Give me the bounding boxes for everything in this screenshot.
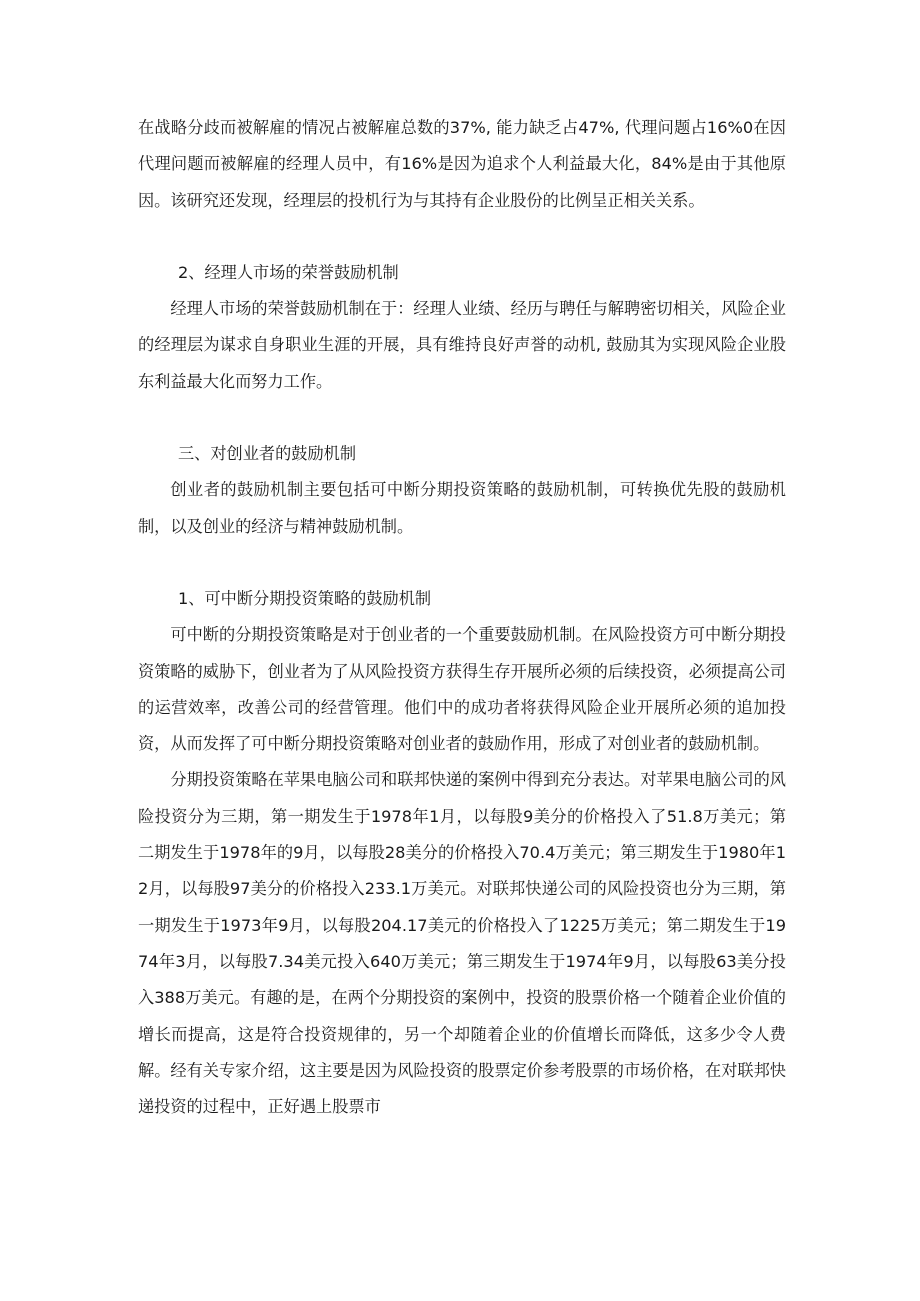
heading-entrepreneur-incentive: 三、对创业者的鼓励机制 xyxy=(178,444,357,464)
paragraph-staged-investment-cases: 分期投资策略在苹果电脑公司和联邦快递的案例中得到充分表达。对苹果电脑公司的风险投资分为三期，第一期发生于1978年1月，以每股9美分的价格投入了51.8万美元；第二期发生于1978年的9月，以每股28美分的价格投入70.4万美元；第三期发生于1980年12月，以每股97美分的价格投入233.1万美元。对联邦快递公司的风险投资也分为三期，第一期发生于1973年9月，以每股204.17美元的价格投入了1225万美元；第二期发生于1974年3月，以每股7.34美元投入640万美元；第三期发生于1974年9月，以每股63美分投入388万美元。有趣的是，在两个分期投资的案例中，投资的股票价格一个随着企业价值的增长而提高，这是符合投资规律的，另一个却随着企业的价值增长而降低，这多少令人费解。经有关专家介绍，这主要是因为风险投资的股票定价参考股票的市场价格，在对联邦快递投资的过程中，正好遇上股票市 xyxy=(138,770,786,1117)
paragraph-reputation-incentive: 经理人市场的荣誉鼓励机制在于：经理人业绩、经历与聘任与解聘密切相关，风险企业的经理层为谋求自身职业生涯的开展，具有维持良好声誉的动机, 鼓励其为实现风险企业股东利益最大化而努力工作。 xyxy=(138,299,786,391)
spacer xyxy=(138,400,786,436)
heading-reputation-incentive: 2、经理人市场的荣誉鼓励机制 xyxy=(178,262,399,282)
spacer xyxy=(138,219,786,255)
spacer xyxy=(138,545,786,581)
paragraph-entrepreneur-incentive: 创业者的鼓励机制主要包括可中断分期投资策略的鼓励机制，可转换优先股的鼓励机制，以及创业的经济与精神鼓励机制。 xyxy=(138,480,786,536)
heading-staged-investment: 1、可中断分期投资策略的鼓励机制 xyxy=(178,588,432,608)
paragraph-dismissal-stats: 在战略分歧而被解雇的情况占被解雇总数的37%, 能力缺乏占47%, 代理问题占16%0在因代理问题而被解雇的经理人员中，有16%是因为追求个人利益最大化，84%是由于其他原因。该研究还发现，经理层的投机行为与其持有企业股份的比例呈正相关关系。 xyxy=(138,118,786,210)
document-page xyxy=(138,110,786,1125)
paragraph-staged-investment: 可中断的分期投资策略是对于创业者的一个重要鼓励机制。在风险投资方可中断分期投资策略的威胁下，创业者为了从风险投资方获得生存开展所必须的后续投资，必须提高公司的运营效率，改善公司的经营管理。他们中的成功者将获得风险企业开展所必须的追加投资，从而发挥了可中断分期投资策略对创业者的鼓励作用，形成了对创业者的鼓励机制。 xyxy=(138,625,786,754)
